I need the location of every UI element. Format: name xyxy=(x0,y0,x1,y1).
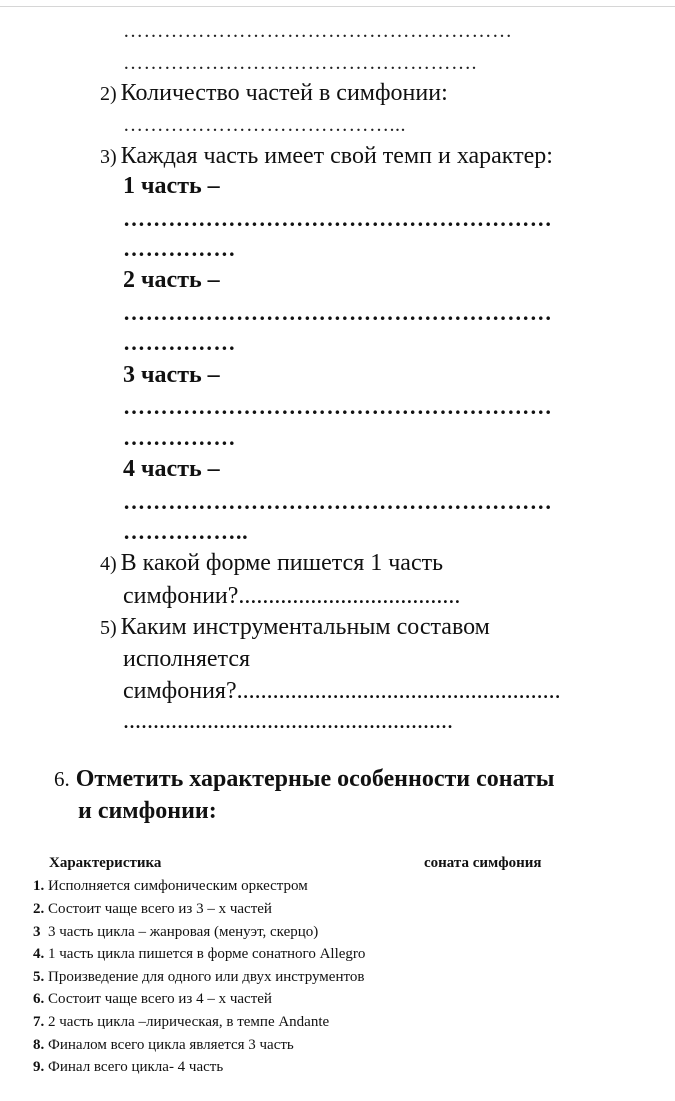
row-number: 6. xyxy=(33,991,45,1007)
answer-line: ....................................................... xyxy=(123,708,453,734)
question-4 xyxy=(100,550,443,577)
question-text-continued: симфонии?..................................... xyxy=(123,583,461,609)
row-number: 1. xyxy=(33,878,45,894)
task-6-heading xyxy=(54,766,554,793)
row-number: 3 xyxy=(33,924,41,940)
row-number: 4. xyxy=(33,946,45,962)
question-text: В какой форме пишется 1 часть xyxy=(120,550,444,576)
answer-line: …………… xyxy=(123,236,236,261)
table-row xyxy=(33,1059,223,1076)
question-text-continued: симфония?...................................................... xyxy=(123,678,561,704)
question-2 xyxy=(100,80,448,107)
answer-line: ………………………………………………… xyxy=(123,20,513,42)
part-1-label: 1 часть – xyxy=(123,173,220,199)
question-text: Каждая часть имеет свой темп и характер: xyxy=(120,143,553,169)
row-text: 2 часть цикла –лирическая, в темпе Andante xyxy=(48,1014,330,1030)
part-2-label: 2 часть – xyxy=(123,267,220,293)
row-text: Состоит чаще всего из 3 – х частей xyxy=(48,901,272,917)
row-number: 5. xyxy=(33,969,45,985)
part-4-label: 4 часть – xyxy=(123,456,220,482)
part-3-label: 3 часть – xyxy=(123,362,220,388)
table-row xyxy=(33,946,365,963)
table-row xyxy=(33,924,318,941)
row-number: 9. xyxy=(33,1059,45,1075)
row-text: Произведение для одного или двух инструментов xyxy=(48,969,365,985)
answer-line: …………… xyxy=(123,330,236,355)
row-text: 3 часть цикла – жанровая (менуэт, скерцо) xyxy=(48,924,319,940)
answer-line: ………………………………………………… xyxy=(123,300,553,325)
row-text: Исполняется симфоническим оркестром xyxy=(48,878,308,894)
row-number: 8. xyxy=(33,1037,45,1053)
question-number: 3) xyxy=(100,146,117,168)
table-row xyxy=(33,969,364,986)
answer-line: ………………………………………………… xyxy=(123,489,553,514)
answer-line: ………………………………………………… xyxy=(123,394,553,419)
answer-line: ………………………………………………… xyxy=(123,206,553,231)
table-row xyxy=(33,901,272,918)
answer-line: …………….. xyxy=(123,519,249,544)
task-title: Отметить характерные особенности сонаты xyxy=(75,766,555,792)
row-number: 2. xyxy=(33,901,45,917)
question-text: Каким инструментальным составом xyxy=(120,614,490,640)
answer-line: …………… xyxy=(123,425,236,450)
question-number: 2) xyxy=(100,83,117,105)
row-text: Состоит чаще всего из 4 – х частей xyxy=(48,991,272,1007)
table-row xyxy=(33,1014,329,1031)
question-number: 5) xyxy=(100,617,117,639)
question-3 xyxy=(100,143,553,170)
table-row xyxy=(33,991,272,1008)
row-number: 7. xyxy=(33,1014,45,1030)
answer-line: …………………………………... xyxy=(123,114,406,136)
page-top-divider xyxy=(0,6,675,7)
table-row xyxy=(33,878,308,895)
table-header-characteristic: Характеристика xyxy=(49,855,162,871)
question-number: 4) xyxy=(100,553,117,575)
table-row xyxy=(33,1037,294,1054)
question-text: Количество частей в симфонии: xyxy=(120,80,448,106)
question-text-continued: исполняется xyxy=(123,646,251,672)
row-text: Финалом всего цикла является 3 часть xyxy=(48,1037,294,1053)
question-5 xyxy=(100,614,490,641)
row-text: Финал всего цикла- 4 часть xyxy=(48,1059,224,1075)
row-text: 1 часть цикла пишется в форме сонатного Allegro xyxy=(48,946,366,962)
task-title-continued: и симфонии: xyxy=(78,798,217,824)
answer-line: ……………………………………………. xyxy=(123,52,477,74)
table-header-columns: соната симфония xyxy=(424,855,542,871)
task-number: 6. xyxy=(54,767,70,791)
